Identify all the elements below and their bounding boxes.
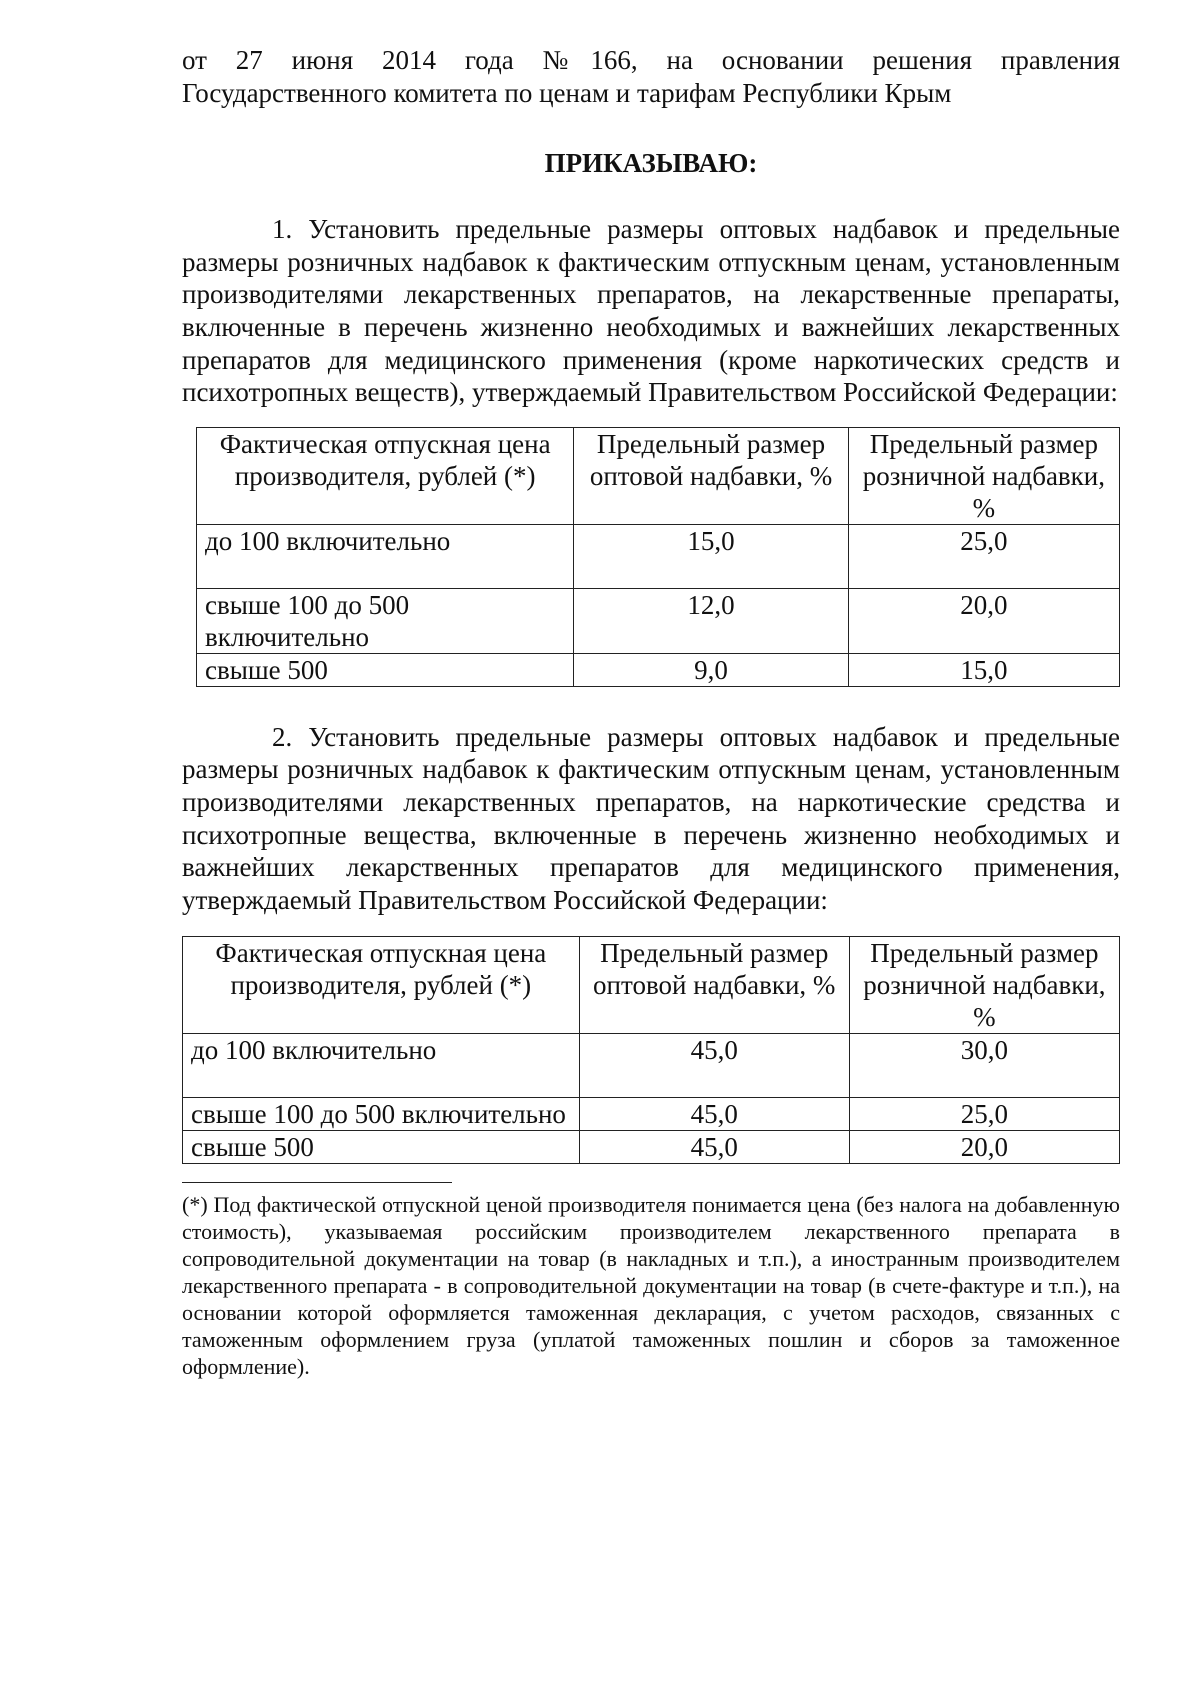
wholesale-markup-cell: 45,0 — [579, 1034, 849, 1098]
footnote-text: (*) Под фактической отпускной ценой производителя понимается цена (без налога на добавленную стоимость), указываемая российским производителем лекарственного препарата в сопроводительной документации на товар (в накладных и т.п.), а иностранным производителем лекарственного препарата - в сопроводительной документации на товар (в счете-фактуре и т.п.), на основании которой оформляется таможенная декларация, с учетом расходов, связанных с таможенным оформлением груза (уплатой таможенных пошлин и сборов за таможенное оформление). — [182, 1192, 1120, 1380]
wholesale-markup-cell: 9,0 — [574, 653, 848, 686]
price-range-cell: до 100 включительно — [197, 524, 574, 588]
order-heading: ПРИКАЗЫВАЮ: — [544, 148, 758, 179]
table-row — [197, 653, 1120, 686]
table-row — [183, 1098, 1120, 1131]
markup-table-2 — [182, 936, 1120, 1164]
wholesale-markup-cell: 15,0 — [574, 524, 848, 588]
table-header-row — [183, 937, 1120, 1034]
column-header-price: Фактическая отпускная цена производителя, рублей (*) — [183, 937, 580, 1034]
table-row — [197, 524, 1120, 588]
intro-line-1: от 27 июня 2014 года №166, на основании решения правления — [182, 45, 1120, 75]
item-2-text: 2. Установить предельные размеры оптовых надбавок и предельные размеры розничных надбавок к фактическим отпускным ценам, установленным производителями лекарственных препаратов, на наркотические средства и психотропные вещества, включенные в перечень жизненно необходимых и важнейших лекарственных препаратов для медицинского применения, утверждаемый Правительством Российской Федерации: — [182, 721, 1120, 915]
column-header-price: Фактическая отпускная цена производителя, рублей (*) — [197, 427, 574, 524]
retail-markup-cell: 25,0 — [849, 1098, 1119, 1131]
table-row — [183, 1131, 1120, 1164]
retail-markup-cell: 25,0 — [848, 524, 1119, 588]
column-header-retail: Предельный размер розничной надбавки, % — [849, 937, 1119, 1034]
column-header-wholesale: Предельный размер оптовой надбавки, % — [579, 937, 849, 1034]
retail-markup-cell: 20,0 — [849, 1131, 1119, 1164]
wholesale-markup-cell: 45,0 — [579, 1098, 849, 1131]
intro-line-2: Государственного комитета по ценам и тарифам Республики Крым — [182, 77, 952, 108]
price-range-cell: свыше 100 до 500 включительно — [183, 1098, 580, 1131]
column-header-retail: Предельный размер розничной надбавки, % — [848, 427, 1119, 524]
retail-markup-cell: 20,0 — [848, 588, 1119, 653]
wholesale-markup-cell: 12,0 — [574, 588, 848, 653]
markup-table-1 — [196, 427, 1120, 687]
price-range-cell: до 100 включительно — [183, 1034, 580, 1098]
table-header-row — [197, 427, 1120, 524]
footnote-separator — [182, 1182, 452, 1183]
column-header-wholesale: Предельный размер оптовой надбавки, % — [574, 427, 848, 524]
document-page — [182, 44, 1120, 1380]
price-range-cell: свыше 100 до 500 включительно — [197, 588, 574, 653]
wholesale-markup-cell: 45,0 — [579, 1131, 849, 1164]
price-range-cell: свыше 500 — [197, 653, 574, 686]
retail-markup-cell: 15,0 — [848, 653, 1119, 686]
table-row — [197, 588, 1120, 653]
price-range-cell: свыше 500 — [183, 1131, 580, 1164]
item-1-text: 1. Установить предельные размеры оптовых надбавок и предельные размеры розничных надбавок к фактическим отпускным ценам, установленным производителями лекарственных препаратов, на лекарственные препараты, включенные в перечень жизненно необходимых и важнейших лекарственных препаратов для медицинского применения (кроме наркотических средств и психотропных веществ), утверждаемый Правительством Российской Федерации: — [182, 214, 1120, 408]
table-row — [183, 1034, 1120, 1098]
retail-markup-cell: 30,0 — [849, 1034, 1119, 1098]
